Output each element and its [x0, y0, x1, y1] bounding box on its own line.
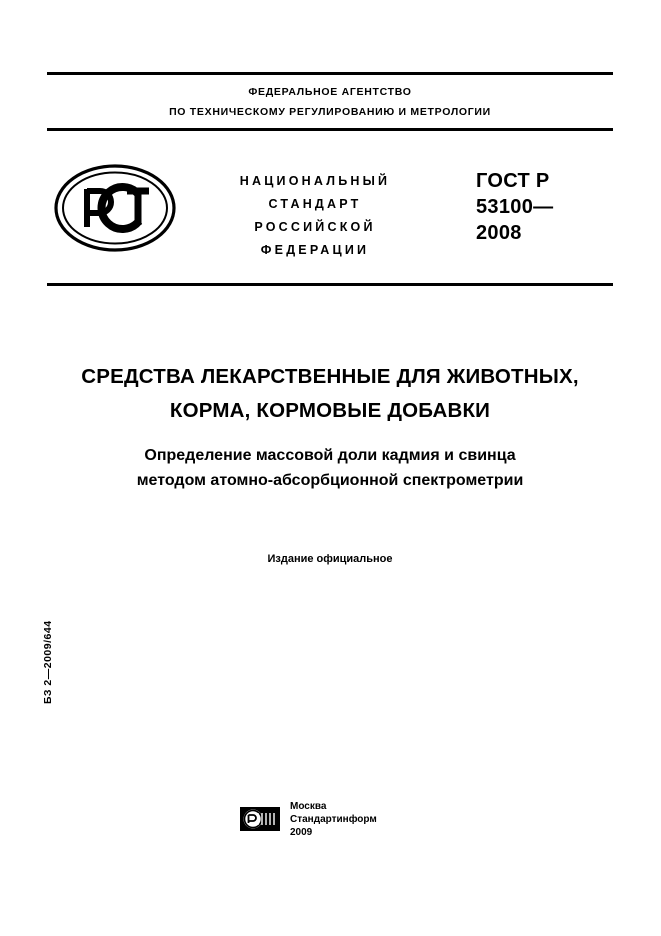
- page-subtitle-line-2: методом атомно-абсорбционной спектрометрии: [136, 472, 524, 489]
- page-subtitle: [47, 443, 613, 493]
- national-standard-heading: [190, 170, 440, 262]
- edition-note: Издание официальное: [267, 553, 393, 565]
- standard-number-line-3: 2008: [476, 222, 522, 244]
- agency-line-2: ПО ТЕХНИЧЕСКОМУ РЕГУЛИРОВАНИЮ И МЕТРОЛОГИИ: [169, 106, 491, 118]
- publisher-name: Стандартинформ: [290, 814, 377, 825]
- publisher-city: Москва: [290, 801, 327, 812]
- side-registration-code: БЗ 2—2009/644: [42, 620, 54, 704]
- page-title-line-2: КОРМА, КОРМОВЫЕ ДОБАВКИ: [169, 399, 491, 422]
- national-standard-line-1: НАЦИОНАЛЬНЫЙ: [239, 174, 391, 188]
- standard-number-line-1: ГОСТ Р: [476, 170, 550, 192]
- agency-header: [47, 82, 613, 122]
- standard-number: [476, 168, 656, 246]
- standard-number-line-2: 53100—: [476, 196, 554, 218]
- standartinform-logo-icon: [240, 804, 282, 834]
- national-standard-line-3: РОССИЙСКОЙ: [254, 220, 376, 234]
- publisher-year: 2009: [290, 827, 313, 838]
- agency-line-1: ФЕДЕРАЛЬНОЕ АГЕНТСТВО: [248, 86, 412, 98]
- national-standard-line-2: СТАНДАРТ: [268, 197, 362, 211]
- divider-middle: [47, 128, 613, 131]
- page-title: [47, 360, 613, 428]
- divider-top: [47, 72, 613, 75]
- gost-r-emblem-icon: [53, 163, 177, 253]
- publisher-block: [240, 800, 440, 850]
- publisher-text: [290, 800, 440, 839]
- national-standard-line-4: ФЕДЕРАЦИИ: [260, 243, 370, 257]
- page-subtitle-line-1: Определение массовой доли кадмия и свинца: [144, 447, 516, 464]
- divider-bottom: [47, 283, 613, 286]
- page-title-line-1: СРЕДСТВА ЛЕКАРСТВЕННЫЕ ДЛЯ ЖИВОТНЫХ,: [81, 365, 579, 388]
